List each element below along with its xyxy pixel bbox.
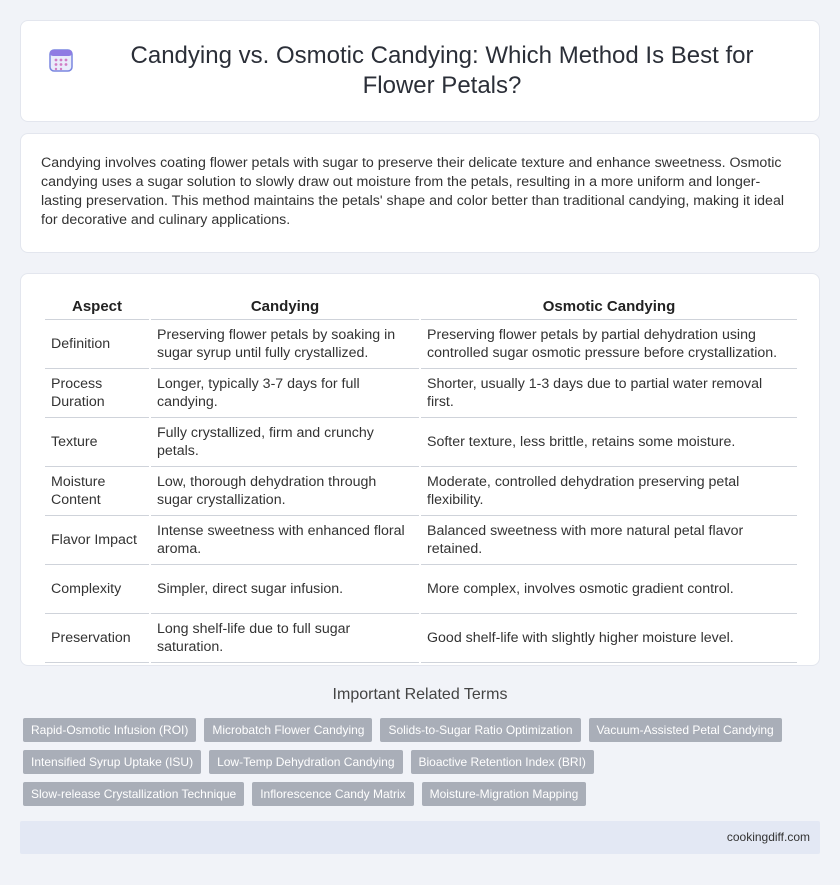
comparison-table: [43, 294, 799, 663]
calendar-grid-icon: [48, 47, 74, 73]
intro-card: [20, 133, 820, 253]
related-term-tag[interactable]: Moisture-Migration Mapping: [422, 782, 587, 806]
table-row: [45, 467, 797, 516]
row-candying: Longer, typically 3-7 days for full candying.: [151, 369, 419, 418]
table-row: [45, 320, 797, 369]
related-term-tag[interactable]: Solids-to-Sugar Ratio Optimization: [380, 718, 580, 742]
related-term-tag[interactable]: Low-Temp Dehydration Candying: [209, 750, 402, 774]
table-row: [45, 369, 797, 418]
related-term-tag[interactable]: Intensified Syrup Uptake (ISU): [23, 750, 201, 774]
comparison-card: [20, 273, 820, 666]
row-aspect: Moisture Content: [45, 467, 149, 516]
table-header-row: [45, 294, 797, 320]
table-row: [45, 565, 797, 614]
related-terms-list: [23, 718, 823, 814]
table-row: [45, 516, 797, 565]
related-terms-title: Important Related Terms: [332, 686, 508, 703]
row-osmotic: Shorter, usually 1-3 days due to partial water removal first.: [421, 369, 797, 418]
header-candying: Candying: [151, 294, 419, 320]
row-candying: Simpler, direct sugar infusion.: [151, 565, 419, 614]
row-osmotic: Good shelf-life with slightly higher moisture level.: [421, 614, 797, 663]
footer: [20, 821, 820, 854]
row-candying: Low, thorough dehydration through sugar crystallization.: [151, 467, 419, 516]
row-candying: Fully crystallized, firm and crunchy petals.: [151, 418, 419, 467]
row-osmotic: Moderate, controlled dehydration preserving petal flexibility.: [421, 467, 797, 516]
intro-text: Candying involves coating flower petals with sugar to preserve their delicate texture and enhance sweetness. Osmotic candying uses a sugar solution to slowly draw out moisture from the petals, resulting in a more uniform and longer-lasting preservation. This method maintains the petals' shape and color better than traditional candying, making it ideal for decorative and culinary applications.: [41, 155, 784, 228]
page-title: Candying vs. Osmotic Candying: Which Method Is Best for Flower Petals?: [130, 42, 754, 99]
row-aspect: Preservation: [45, 614, 149, 663]
row-candying: Intense sweetness with enhanced floral aroma.: [151, 516, 419, 565]
row-candying: Preserving flower petals by soaking in sugar syrup until fully crystallized.: [151, 320, 419, 369]
table-row: [45, 614, 797, 663]
row-aspect: Complexity: [45, 565, 149, 614]
row-aspect: Definition: [45, 320, 149, 369]
row-osmotic: Preserving flower petals by partial dehydration using controlled sugar osmotic pressure before crystallization.: [421, 320, 797, 369]
header-aspect: Aspect: [45, 294, 149, 320]
row-osmotic: Balanced sweetness with more natural petal flavor retained.: [421, 516, 797, 565]
related-term-tag[interactable]: Inflorescence Candy Matrix: [252, 782, 413, 806]
row-candying: Long shelf-life due to full sugar saturation.: [151, 614, 419, 663]
related-term-tag[interactable]: Bioactive Retention Index (BRI): [411, 750, 594, 774]
related-term-tag[interactable]: Microbatch Flower Candying: [204, 718, 372, 742]
related-term-tag[interactable]: Slow-release Crystallization Technique: [23, 782, 244, 806]
related-term-tag[interactable]: Rapid-Osmotic Infusion (ROI): [23, 718, 196, 742]
row-aspect: Process Duration: [45, 369, 149, 418]
table-row: [45, 418, 797, 467]
title-card: [20, 20, 820, 122]
row-osmotic: More complex, involves osmotic gradient control.: [421, 565, 797, 614]
row-aspect: Texture: [45, 418, 149, 467]
row-osmotic: Softer texture, less brittle, retains some moisture.: [421, 418, 797, 467]
related-term-tag[interactable]: Vacuum-Assisted Petal Candying: [589, 718, 782, 742]
header-osmotic-candying: Osmotic Candying: [421, 294, 797, 320]
row-aspect: Flavor Impact: [45, 516, 149, 565]
footer-site-link[interactable]: cookingdiff.com: [726, 830, 810, 844]
